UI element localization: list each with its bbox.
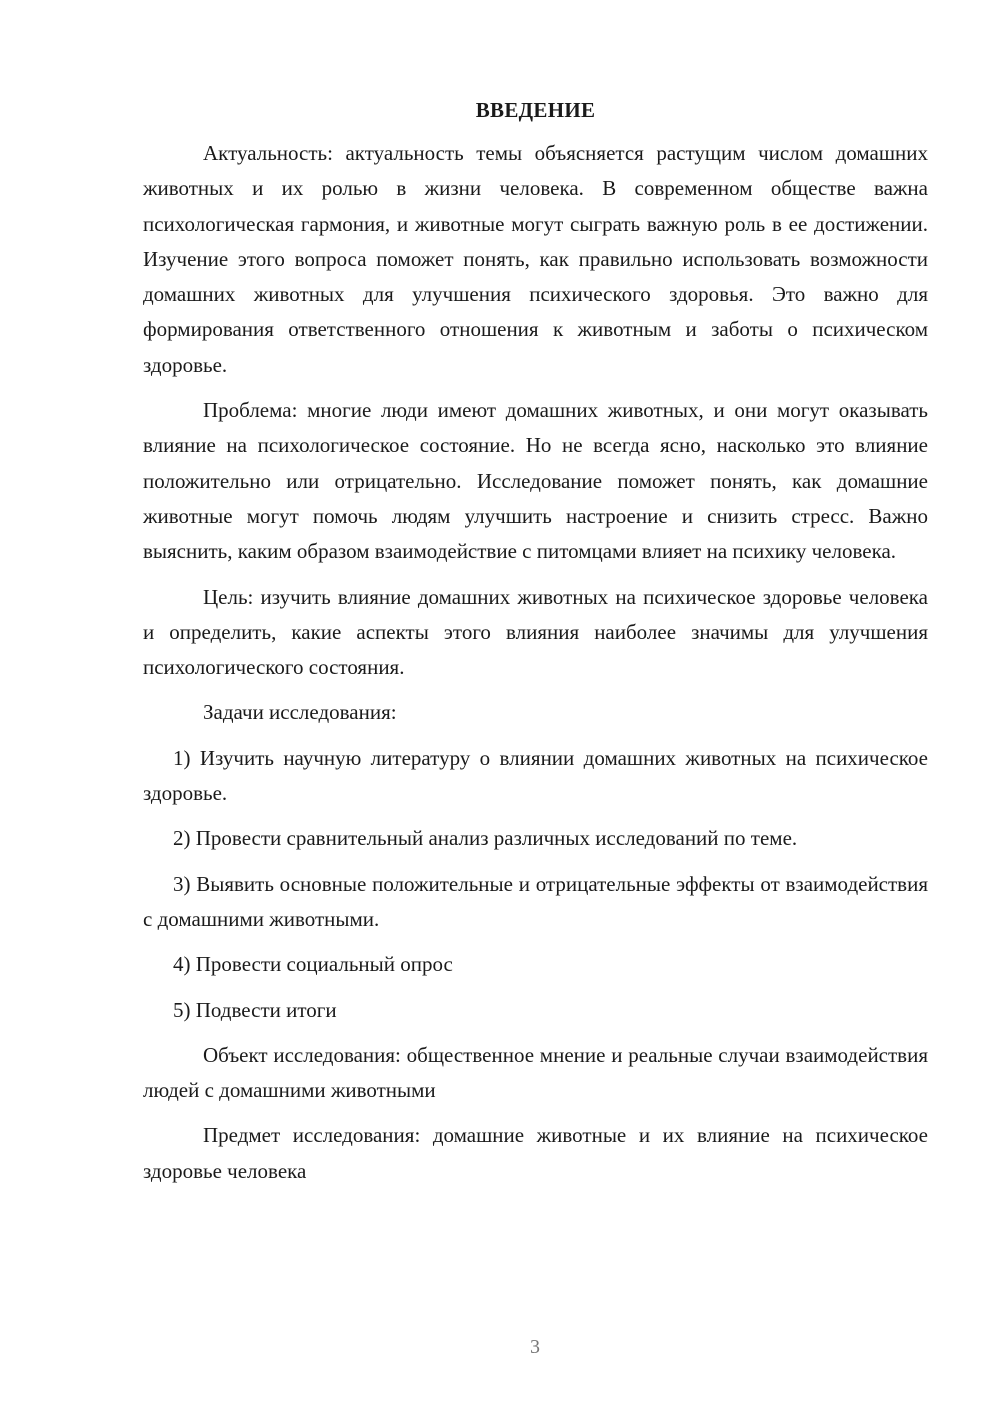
paragraph-problem: Проблема: многие люди имеют домашних животных, и они могут оказывать влияние на психологическое состояние. Но не всегда ясно, насколько это влияние положительно или отрицательно. Исследование поможет понять, как домашние животные могут помочь людям улучшить настроение и снизить стресс. Важно выяснить, каким образом взаимодействие с питомцами влияет на психику человека. (143, 398, 928, 564)
paragraph-subject: Предмет исследования: домашние животные и их влияние на психическое здоровье человека (143, 1123, 928, 1183)
task-item-4: 4) Провести социальный опрос (173, 952, 453, 977)
section-heading: ВВЕДЕНИЕ (475, 98, 596, 122)
paragraph-relevance: Актуальность: актуальность темы объясняется растущим числом домашних животных и их ролью в жизни человека. В современном обществе важна психологическая гармония, и животные могут сыграть важную роль в ее достижении. Изучение этого вопроса поможет понять, как правильно использовать возможности домашних животных для улучшения психического здоровья. Это важно для формирования ответственного отношения к животным и заботы о психическом здоровье. (143, 141, 928, 377)
task-item-2: 2) Провести сравнительный анализ различных исследований по теме. (173, 826, 798, 851)
page-number: 3 (530, 1336, 540, 1358)
document-page (143, 96, 928, 1199)
paragraph-object: Объект исследования: общественное мнение и реальные случаи взаимодействия людей с домашними животными (143, 1042, 928, 1103)
task-item-5: 5) Подвести итоги (173, 997, 337, 1022)
paragraph-goal: Цель: изучить влияние домашних животных на психическое здоровье человека и определить, какие аспекты этого влияния наиболее значимы для улучшения психологического состояния. (143, 584, 928, 680)
paragraph-tasks-intro: Задачи исследования: (203, 700, 397, 725)
task-item-1: 1) Изучить научную литературу о влиянии домашних животных на психическое здоровье. (143, 745, 928, 806)
task-item-3: 3) Выявить основные положительные и отрицательные эффекты от взаимодействия с домашними животными. (143, 871, 928, 931)
